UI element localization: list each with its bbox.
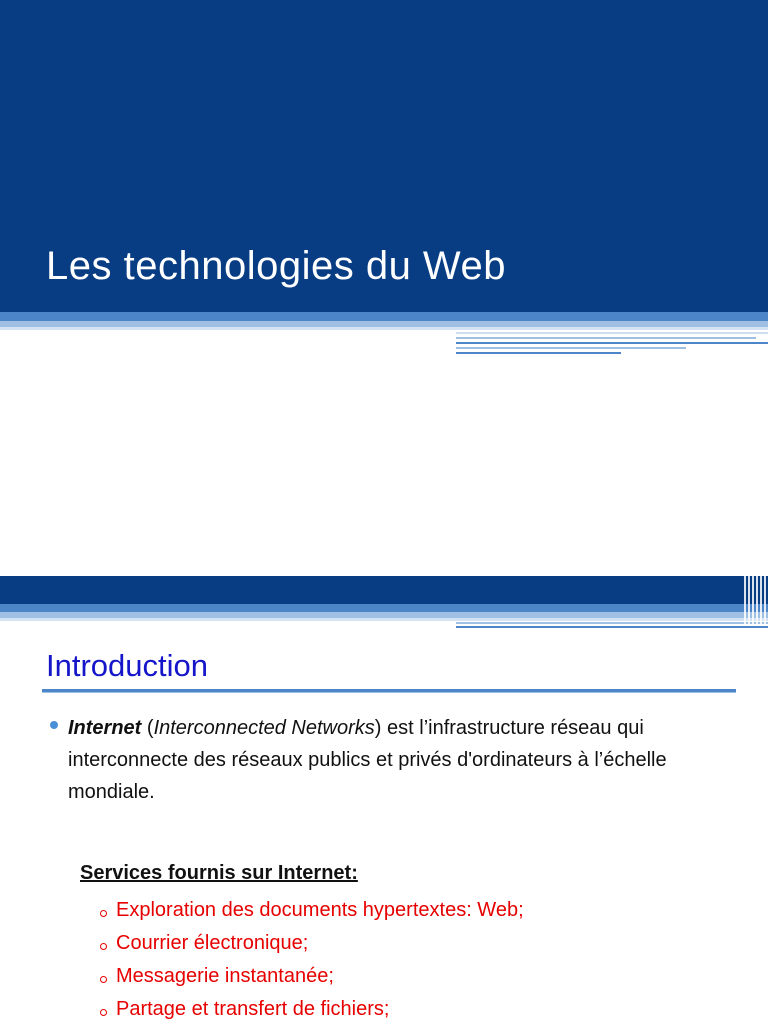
intro-rest-text: ) est l’infrastructure réseau qui interconnecte des réseaux publics et privés d'ordinateurs à l’échelle mondiale.: [68, 717, 667, 803]
circle-bullet-icon: [100, 1009, 107, 1016]
service-item: [100, 993, 524, 1024]
decorative-band: [0, 327, 768, 330]
service-label: Partage et transfert de fichiers;: [116, 998, 390, 1020]
paren-open: (: [141, 717, 154, 739]
decorative-band: [0, 618, 768, 621]
circle-bullet-icon: [100, 910, 107, 917]
decorative-band: [0, 604, 768, 612]
service-label: Courrier électronique;: [116, 932, 309, 954]
services-title: Services fournis sur Internet:: [80, 862, 358, 884]
term-internet: Internet: [68, 717, 142, 739]
content-header-band: [0, 576, 768, 604]
service-label: Exploration des documents hypertextes: Web;: [116, 899, 524, 921]
slide-title: Les technologies du Web: [46, 244, 506, 288]
heading-underline: [42, 689, 736, 693]
bullet-icon: [50, 721, 58, 729]
circle-bullet-icon: [100, 976, 107, 983]
section-heading: Introduction: [46, 648, 208, 683]
service-item: [100, 894, 524, 927]
term-expansion: Interconnected Networks: [153, 717, 375, 739]
decorative-vertical-lines: [742, 576, 768, 624]
decorative-band: [0, 312, 768, 321]
title-header-band: [0, 0, 768, 312]
intro-paragraph: [68, 712, 738, 808]
services-list: [100, 894, 524, 1024]
service-item: [100, 960, 524, 993]
circle-bullet-icon: [100, 943, 107, 950]
service-item: [100, 927, 524, 960]
content-slide: [0, 576, 768, 1024]
service-label: Messagerie instantanée;: [116, 965, 334, 987]
